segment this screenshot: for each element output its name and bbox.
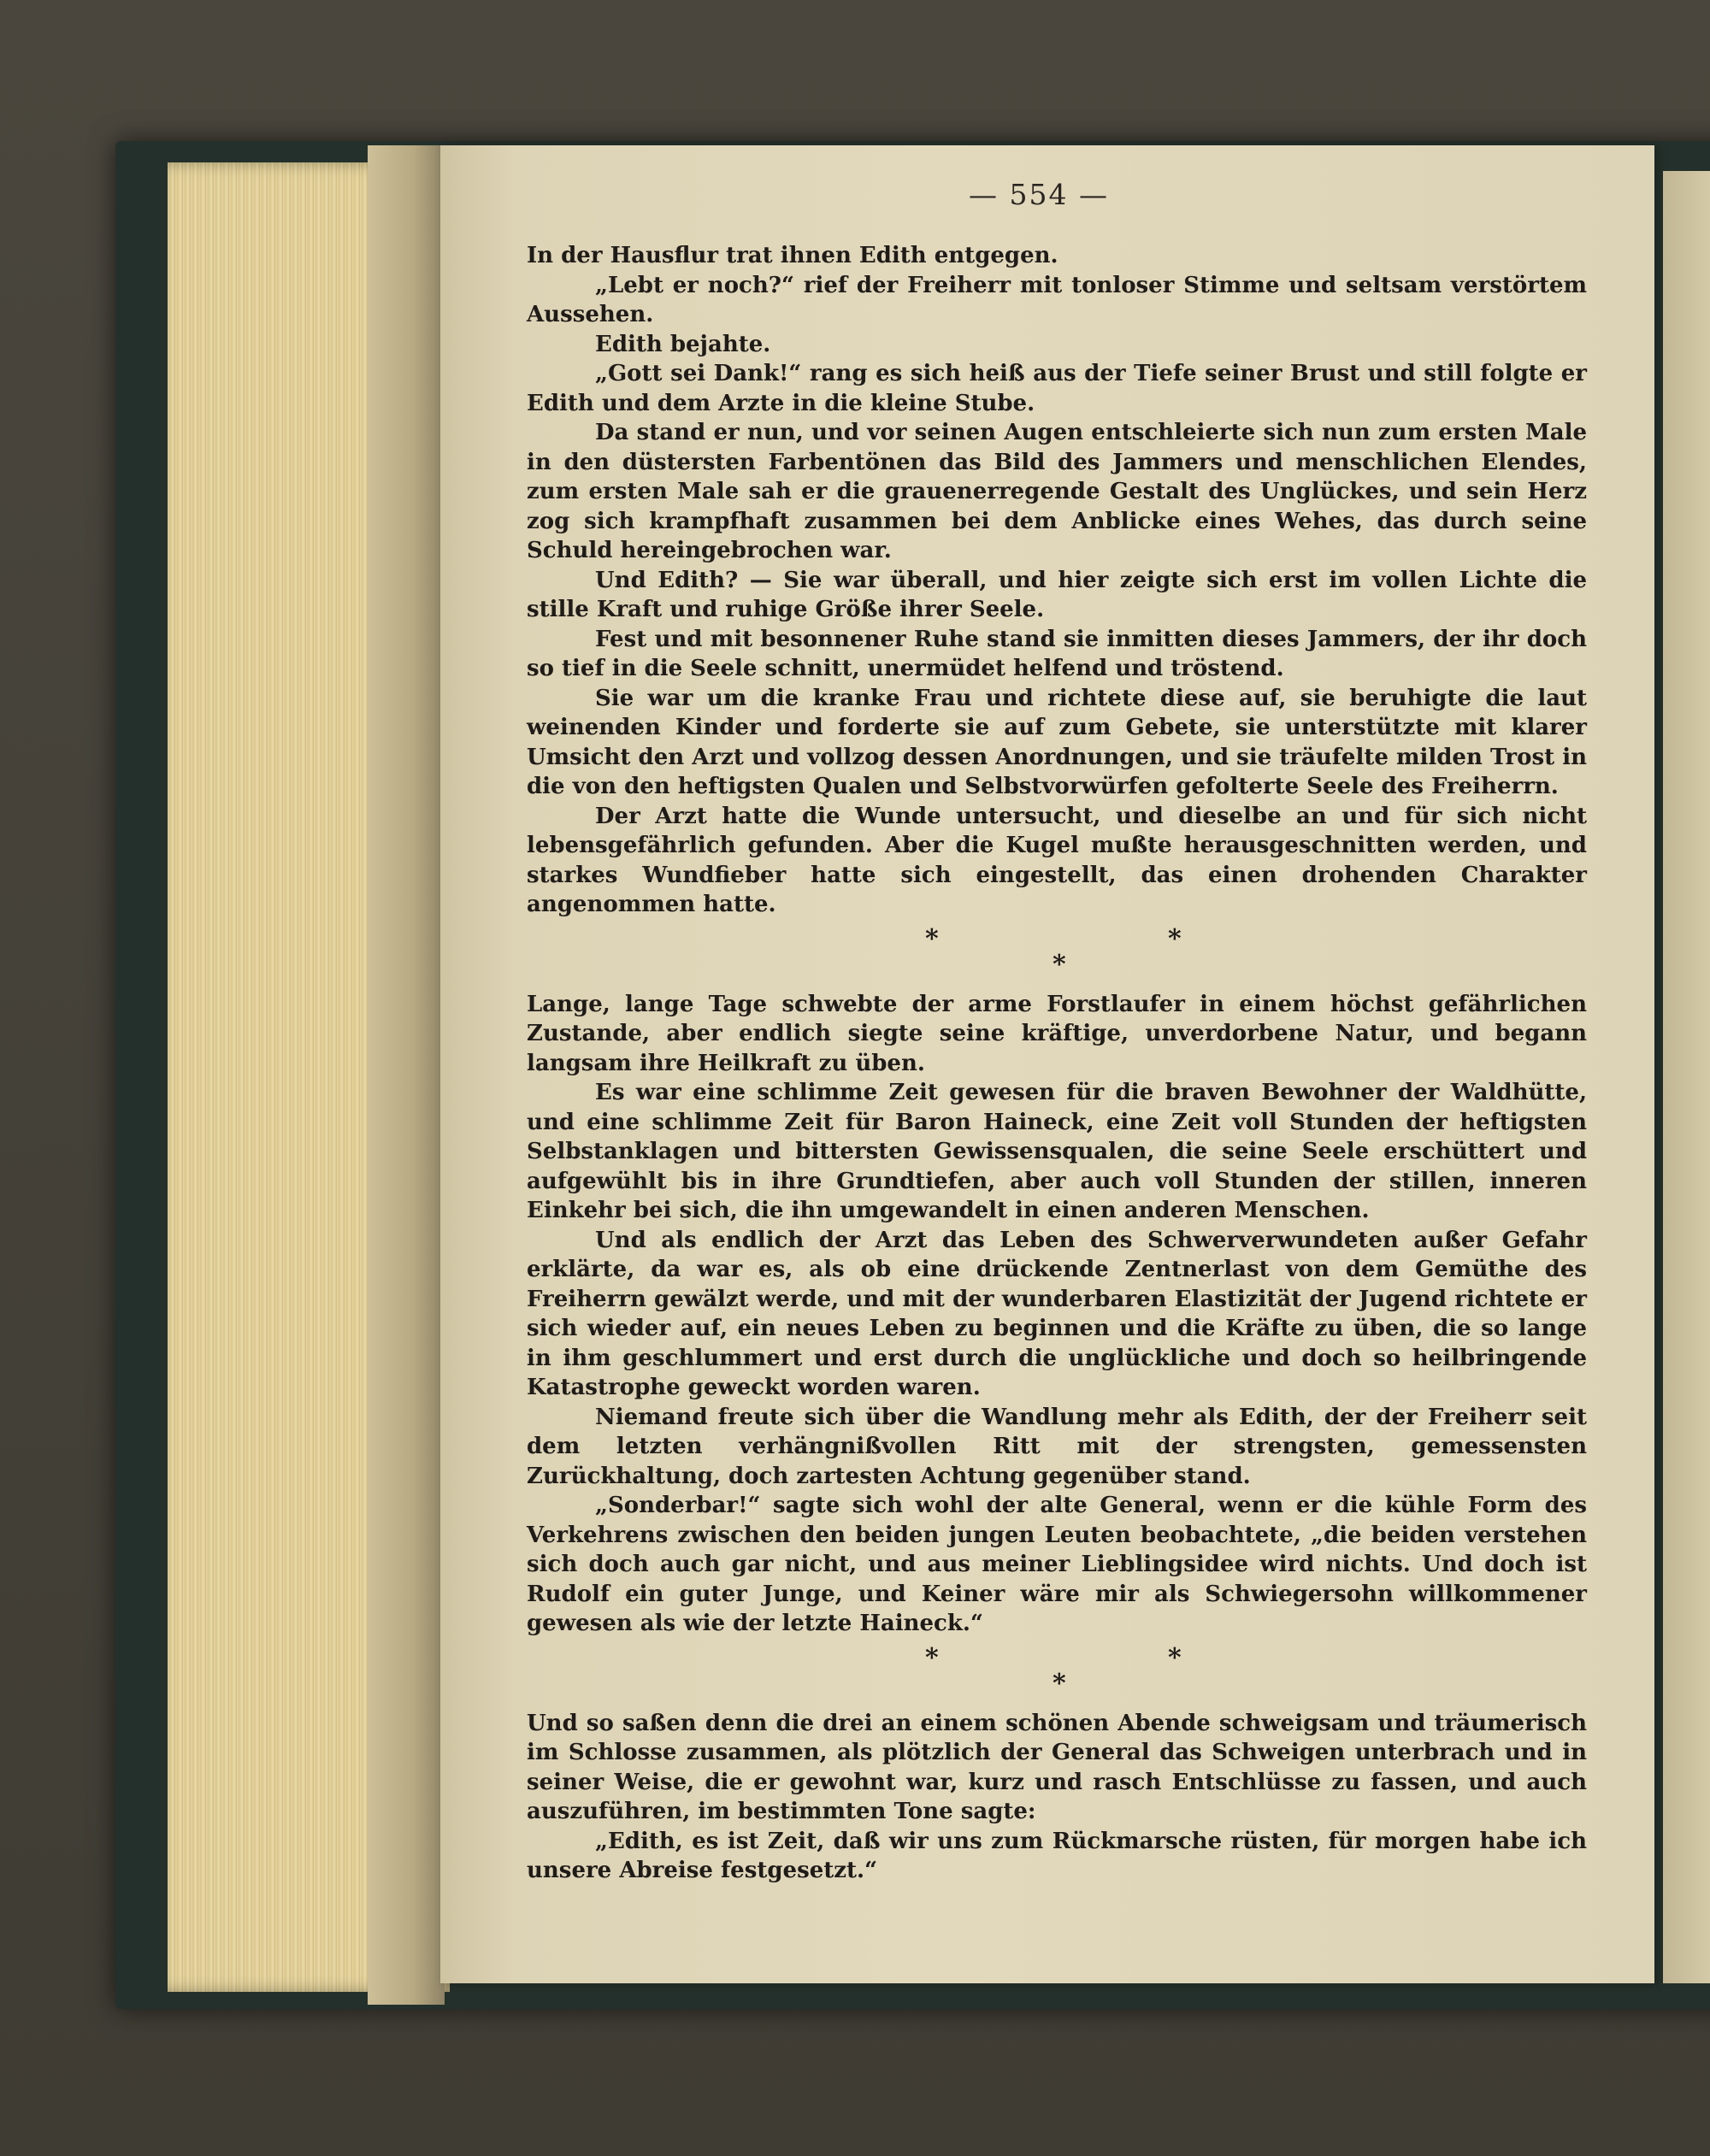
asterisk: * xyxy=(1168,923,1182,954)
paragraph: Niemand freute sich über die Wandlung mehr als Edith, der der Freiherr seit dem letzten verhängnißvollen Ritt mit der strengsten, gemessensten Zurückhaltung, doch zartesten Achtung gegenüber stand. xyxy=(527,1404,1587,1489)
paragraph: Der Arzt hatte die Wunde untersucht, und dieselbe an und für sich nicht lebensgefährlich gefunden. Aber die Kugel mußte herausgeschnitten werden, und starkes Wundfieber hatte sich eingestellt, das einen drohenden Charakter angenommen hatte. xyxy=(527,803,1587,917)
paragraph: Und Edith? — Sie war überall, und hier zeigte sich erst im vollen Lichte die stille Kraft und ruhige Größe ihrer Seele. xyxy=(527,567,1587,622)
paragraph: In der Hausflur trat ihnen Edith entgegen. xyxy=(527,243,1058,268)
section-separator xyxy=(527,920,1587,990)
paragraph: Da stand er nun, und vor seinen Augen entschleierte sich nun zum ersten Male in den düstersten Farbentönen das Bild des Jammers und menschlichen Elendes, zum ersten Male sah er die grauenerregende Gestalt des Unglückes, und sein Herz zog sich krampfhaft zusammen bei dem Anblicke eines Wehes, das durch seine Schuld hereingebrochen war. xyxy=(527,420,1587,563)
asterisk: * xyxy=(1053,1668,1066,1699)
paragraph: „Lebt er noch?“ rief der Freiherr mit tonloser Stimme und seltsam verstörtem Aussehen. xyxy=(527,272,1587,327)
paragraph: „Gott sei Dank!“ rang es sich heiß aus der Tiefe seiner Brust und still folgte er Edith und dem Arzte in die kleine Stube. xyxy=(527,361,1587,416)
paragraph: Es war eine schlimme Zeit gewesen für die braven Bewohner der Waldhütte, und eine schlimme Zeit für Baron Haineck, eine Zeit voll Stunden der heftigsten Selbstanklagen und bittersten Gewissensqualen, die seine Seele erschüttert und aufgewühlt bis in ihre Grundtiefen, aber auch voll Stunden der stillen, inneren Einkehr bei sich, die ihn umgewandelt in einen anderen Menschen. xyxy=(527,1080,1587,1223)
paragraph: „Sonderbar!“ sagte sich wohl der alte General, wenn er die kühle Form des Verkehrens zwischen den beiden jungen Leuten beobachtete, „die beiden verstehen sich doch auch gar nicht, und aus meiner Lieblingsidee wird nichts. Und doch ist Rudolf ein guter Junge, und Keiner wäre mir als Schwiegersohn willkommener gewesen als wie der letzte Haineck.“ xyxy=(527,1493,1587,1636)
facing-page-edge xyxy=(1663,171,1710,1983)
paragraph: Fest und mit besonnener Ruhe stand sie inmitten dieses Jammers, der ihr doch so tief in die Seele schnitt, unermüdet helfend und tröstend. xyxy=(527,626,1587,681)
paragraph: Und so saßen denn die drei an einem schönen Abende schweigsam und träumerisch im Schlosse zusammen, als plötzlich der General das Schweigen unterbrach und in seiner Weise, die er gewohnt war, kurz und rasch Entschlüsse zu fassen, und auch auszuführen, im bestimmten Tone sagte: xyxy=(527,1710,1587,1824)
asterisk: * xyxy=(1053,949,1066,980)
page-number: — 554 — xyxy=(969,178,1109,211)
asterisk: * xyxy=(925,923,939,954)
asterisk: * xyxy=(1168,1642,1182,1673)
paragraph: „Edith, es ist Zeit, daß wir uns zum Rückmarsche rüsten, für morgen habe ich unsere Abreise festgesetzt.“ xyxy=(527,1828,1587,1883)
asterisk: * xyxy=(925,1642,939,1673)
paragraph: Edith bejahte. xyxy=(595,331,771,357)
page-text xyxy=(527,241,1587,1886)
paragraph: Sie war um die kranke Frau und richtete diese auf, sie beruhigte die laut weinenden Kinder und forderte sie auf zum Gebete, sie unterstützte mit klarer Umsicht den Arzt und vollzog dessen Anordnungen, und sie träufelte milden Trost in die von den heftigsten Qualen und Selbstvorwürfen gefolterte Seele des Freiherrn. xyxy=(527,685,1587,799)
section-separator xyxy=(527,1639,1587,1709)
book-gutter xyxy=(368,145,445,2005)
paragraph: Lange, lange Tage schwebte der arme Forstlaufer in einem höchst gefährlichen Zustande, aber endlich siegte seine kräftige, unverdorbene Natur, und begann langsam ihre Heilkraft zu üben. xyxy=(527,991,1587,1076)
paragraph: Und als endlich der Arzt das Leben des Schwerverwundeten außer Gefahr erklärte, da war es, als ob eine drückende Zentnerlast von dem Gemüthe des Freiherrn gewälzt werde, und mit der wunderbaren Elastizität der Jugend richtete er sich wieder auf, ein neues Leben zu beginnen und die Kräfte zu üben, die so lange in ihm geschlummert und erst durch die unglückliche und doch so heilbringende Katastrophe geweckt worden waren. xyxy=(527,1227,1587,1400)
